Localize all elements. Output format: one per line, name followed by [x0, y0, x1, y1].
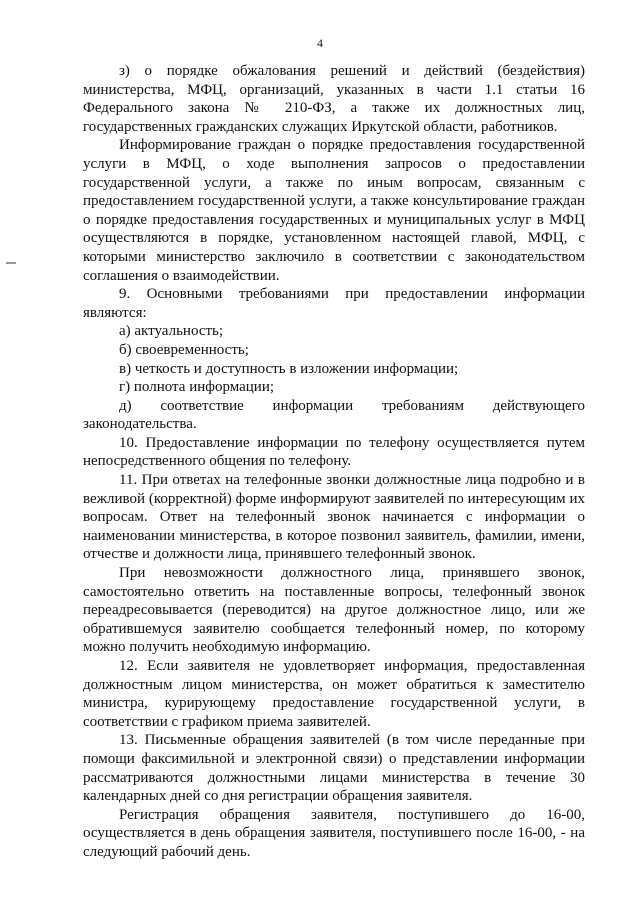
margin-mark [6, 262, 16, 264]
paragraph-registration: Регистрация обращения заявителя, поступившего до 16-00, осуществляется в день обращения заявителя, поступившего после 16-00, - на следующий рабочий день. [83, 806, 585, 860]
list-item-relevance: а) актуальность; [119, 323, 224, 340]
paragraph-deputy-minister: 12. Если заявителя не удовлетворяет информация, предоставленная должностным лицом министерства, он может обратиться к заместителю министра, курирующему предоставление государственной услуги, в соответствии с графиком приема заявителей. [83, 658, 585, 730]
paragraph-phone-answers: 11. При ответах на телефонные звонки должностные лица подробно и в вежливой (корректной) форме информируют заявителей по интересующим их вопросам. Ответ на телефонный звонок начинается с информации о наименовании министерства, в которое позвонил заявитель, фамилии, имени, отчестве и должности лица, принявшего телефонный звонок. [83, 472, 585, 563]
document-body [83, 62, 585, 862]
paragraph-mfc-informing: Информирование граждан о порядке предоставления государственной услуги в МФЦ, о ходе выполнения запросов о предоставлении государственной услуги, а также по иным вопросам, связанным с предоставлением государственной услуги, а также консультирование граждан о порядке предоставления государственных и муниципальных услуг в МФЦ осуществляются в порядке, установленном настоящей главой, МФЦ, с которыми министерство заключило в соответствии с законодательством соглашения о взаимодействии. [83, 137, 585, 284]
paragraph-written-requests: 13. Письменные обращения заявителей (в том числе переданные при помощи факсимильной и электронной связи) о представлении информации рассматриваются должностными лицами министерства в течение 30 календарных дней со дня регистрации обращения заявителя. [83, 732, 585, 805]
list-item-compliance: д) соответствие информации требованиям действующего законодательства. [83, 397, 585, 433]
list-item-clarity: в) четкость и доступность в изложении информации; [119, 360, 459, 377]
list-item-completeness: г) полнота информации; [119, 379, 275, 396]
list-item-timeliness: б) своевременность; [119, 341, 249, 358]
paragraph-appeal-procedure: з) о порядке обжалования решений и действий (бездействия) министерства, МФЦ, организаций, указанных в части 1.1 статьи 16 Федерального закона № 210-ФЗ, а также их должностных лиц, государственных гражданских служащих Иркутской области, работников. [83, 63, 585, 135]
page-number: 4 [317, 36, 323, 50]
paragraph-call-redirect: При невозможности должностного лица, принявшего звонок, самостоятельно ответить на поставленные вопросы, телефонный звонок переадресовывается (переводится) на другое должностное лицо, или же обратившемуся заявителю сообщается телефонный номер, по которому можно получить необходимую информацию. [83, 565, 585, 656]
paragraph-requirements: 9. Основными требованиями при предоставлении информации являются: [83, 286, 585, 321]
paragraph-phone-info: 10. Предоставление информации по телефону осуществляется путем непосредственного общения по телефону. [83, 434, 585, 470]
